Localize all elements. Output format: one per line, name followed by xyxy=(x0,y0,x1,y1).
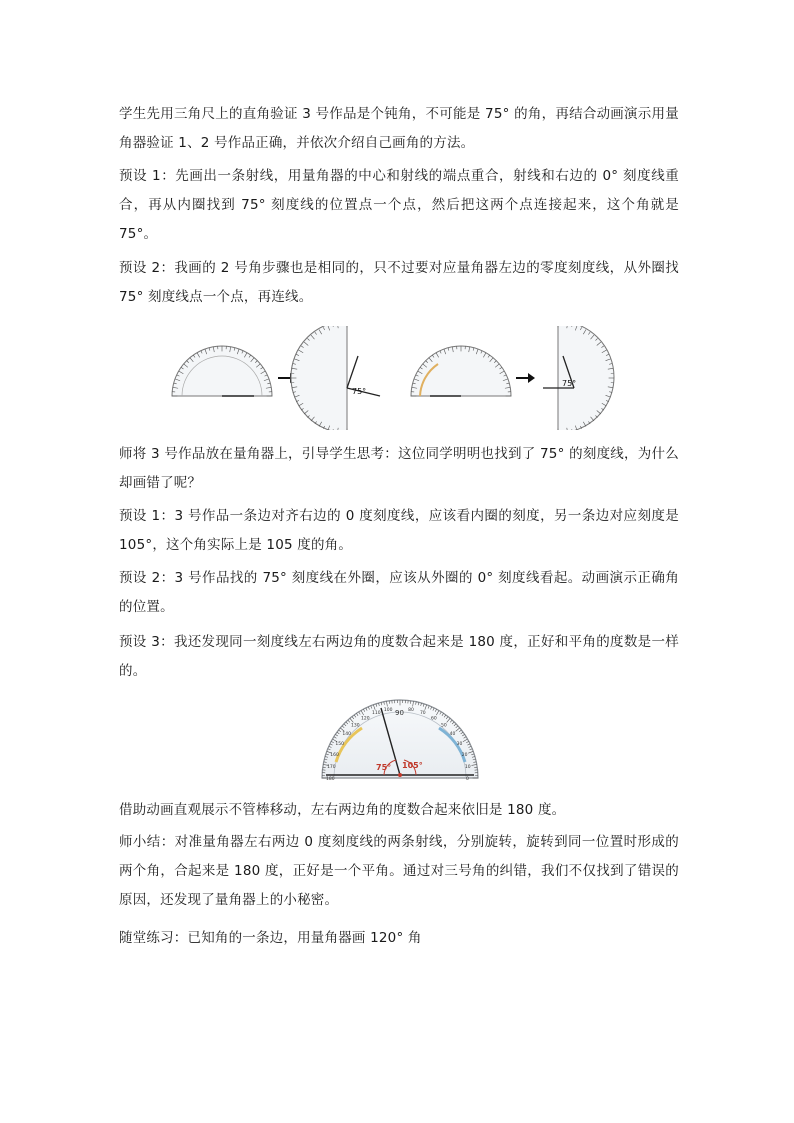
scale-number: 10 xyxy=(464,764,471,770)
protractor-steps-figure xyxy=(0,326,794,430)
protractor-supplementary-figure xyxy=(0,698,794,784)
paragraph-10: 随堂练习：已知角的一条边，用量角器画 120° 角 xyxy=(119,930,422,946)
arrow-right-icon xyxy=(516,373,535,383)
scale-number: 140 xyxy=(342,732,351,738)
scale-number: 50 xyxy=(440,723,447,729)
scale-number: 170 xyxy=(327,764,336,770)
paragraph-3: 预设 2：我画的 2 号角步骤也是相同的，只不过要对应量角器左边的零度刻度线，从外圈找 75° 刻度线点一个点，再连线。 xyxy=(119,260,679,305)
angle-75-label: 75° xyxy=(376,763,392,772)
scale-number: 80 xyxy=(408,708,414,714)
paragraph-9: 师小结：对准量角器左右两边 0 度刻度线的两条射线，分别旋转，旋转到同一位置时形成的两个角，合起来是 180 度，正好是一个平角。通过对三号角的纠错，我们不仅找到了错误的原因，还发现了量角器上的小秘密。 xyxy=(119,834,679,908)
paragraph-6: 预设 2：3 号作品找的 75° 刻度线在外圈，应该从外圈的 0° 刻度线看起。动画演示正确角的位置。 xyxy=(119,570,679,615)
protractor-2-rotated xyxy=(291,326,380,430)
scale-number: 160 xyxy=(330,753,339,759)
scale-number: 60 xyxy=(431,716,437,722)
angle-label-a: 75° xyxy=(352,387,367,396)
scale-number: 150 xyxy=(335,742,344,747)
paragraph-5: 预设 1：3 号作品一条边对齐右边的 0 度刻度线，应该看内圈的刻度，另一条边对应刻度是 105°，这个角实际上是 105 度的角。 xyxy=(119,508,679,553)
scale-number: 100 xyxy=(383,708,393,714)
protractor-supplementary-svg xyxy=(0,698,794,784)
protractor-3 xyxy=(411,346,511,396)
protractor-steps-svg xyxy=(0,326,794,430)
angle-label-b: 75° xyxy=(562,379,577,388)
protractor-4-rotated xyxy=(543,326,614,430)
scale-number: 40 xyxy=(449,732,456,738)
scale-number: 70 xyxy=(419,711,426,717)
paragraph-2: 预设 1：先画出一条射线，用量角器的中心和射线的端点重合，射线和右边的 0° 刻度线重合，再从内圈找到 75° 刻度线的位置点一个点，然后把这两个点连接起来，这个角就是 75°。 xyxy=(119,168,679,242)
angle-105-label: 105° xyxy=(402,761,423,770)
paragraph-7: 预设 3：我还发现同一刻度线左右两边角的度数合起来是 180 度，正好和平角的度数是一样的。 xyxy=(119,634,679,679)
scale-center-label: 90 xyxy=(395,709,404,717)
paragraph-8: 借助动画直观展示不管棒移动，左右两边角的度数合起来依旧是 180 度。 xyxy=(119,802,566,818)
scale-number: 180 xyxy=(326,777,335,782)
scale-number: 20 xyxy=(461,753,468,759)
scale-number: 0 xyxy=(466,777,469,782)
scale-number: 120 xyxy=(361,716,370,722)
scale-number: 130 xyxy=(351,723,360,729)
paragraph-4: 师将 3 号作品放在量角器上，引导学生思考：这位同学明明也找到了 75° 的刻度线，为什么却画错了呢？ xyxy=(119,446,679,491)
scale-number: 30 xyxy=(456,742,463,747)
protractor-1 xyxy=(172,346,272,396)
protractor-center-point xyxy=(398,773,402,777)
scale-number: 110 xyxy=(372,711,381,717)
paragraph-1: 学生先用三角尺上的直角验证 3 号作品是个钝角，不可能是 75° 的角，再结合动画演示用量角器验证 1、2 号作品正确，并依次介绍自己画角的方法。 xyxy=(119,106,679,151)
